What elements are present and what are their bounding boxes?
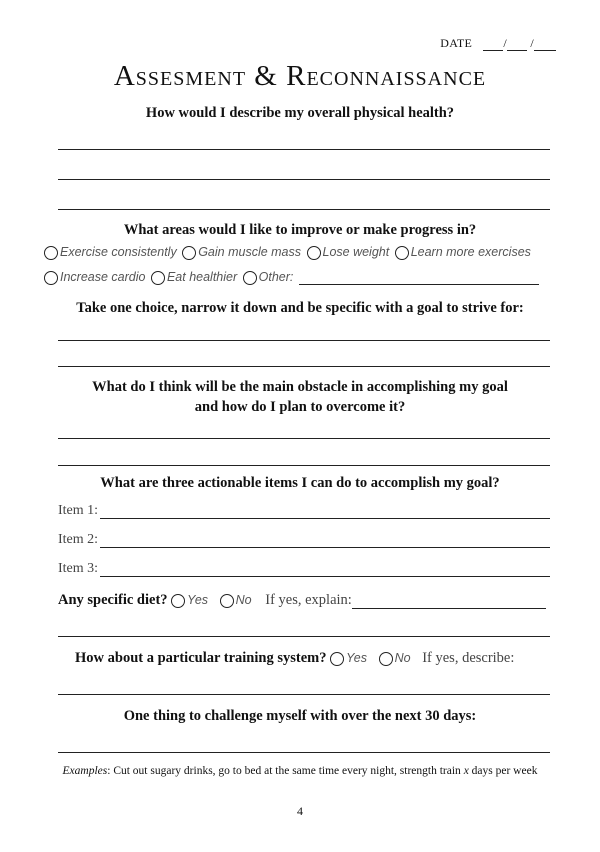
item-label: Item 3: <box>58 561 99 576</box>
option-lose-weight[interactable]: Lose weight <box>307 245 390 260</box>
option-eat-healthier[interactable]: Eat healthier <box>151 270 237 285</box>
diet-row <box>58 592 546 609</box>
question-main-obstacle-line2: and how do I plan to overcome it? <box>194 399 406 415</box>
item-label: Item 2: <box>58 532 99 547</box>
diet-yes-label: Yes <box>187 593 209 607</box>
item-label: Item 1: <box>58 503 99 518</box>
options-row-1 <box>44 245 533 260</box>
examples-note: Examples: Cut out sugary drinks, go to bed at the same time every night, strength train x days per week <box>62 765 538 777</box>
radio-circle-icon[interactable] <box>307 246 321 260</box>
training-yes-label: Yes <box>346 651 367 665</box>
question-specific-goal: Take one choice, narrow it down and be specific with a goal to strive for: <box>76 300 524 316</box>
training-row <box>75 650 514 667</box>
item-2-row[interactable] <box>58 532 550 548</box>
diet-yes-radio-icon[interactable] <box>171 594 185 608</box>
training-no-label: No <box>394 651 411 665</box>
answer-line[interactable] <box>58 149 550 150</box>
page-number: 4 <box>297 804 303 818</box>
question-improvement-areas: What areas would I like to improve or make progress in? <box>123 222 477 238</box>
date-label: DATE <box>440 36 473 50</box>
option-other[interactable]: Other: <box>243 270 294 285</box>
date-month-blank[interactable] <box>483 50 503 51</box>
options-row-2 <box>44 270 539 285</box>
question-main-obstacle: What do I think will be the main obstacle in accomplishing my goal <box>92 379 508 395</box>
answer-line[interactable] <box>58 465 550 466</box>
page-title: Assesment & Reconnaissance <box>113 60 487 92</box>
option-increase-cardio[interactable]: Increase cardio <box>44 270 145 285</box>
training-describe-label: If yes, describe: <box>422 650 515 666</box>
option-gain-muscle-mass[interactable]: Gain muscle mass <box>182 245 301 260</box>
option-learn-more-exercises[interactable]: Learn more exercises <box>395 245 531 260</box>
date-day-blank[interactable] <box>507 50 527 51</box>
option-exercise-consistently[interactable]: Exercise consistently <box>44 245 177 260</box>
other-blank[interactable] <box>299 274 539 285</box>
diet-explain-label: If yes, explain: <box>265 592 352 608</box>
item-3-row[interactable] <box>58 561 550 577</box>
radio-circle-icon[interactable] <box>182 246 196 260</box>
diet-no-label: No <box>235 593 252 607</box>
answer-line[interactable] <box>58 438 550 439</box>
answer-line[interactable] <box>58 340 550 341</box>
answer-line[interactable] <box>58 179 550 180</box>
answer-line[interactable] <box>58 209 550 210</box>
answer-line[interactable] <box>58 636 550 637</box>
answer-line[interactable] <box>58 752 550 753</box>
radio-circle-icon[interactable] <box>151 271 165 285</box>
date-field: DATE / / <box>440 36 556 51</box>
training-yes-radio-icon[interactable] <box>330 652 344 666</box>
radio-circle-icon[interactable] <box>44 271 58 285</box>
examples-label: Examples <box>62 765 108 777</box>
question-overall-health: How would I describe my overall physical health? <box>145 105 455 121</box>
training-label: How about a particular training system? <box>75 650 327 666</box>
date-year-blank[interactable] <box>534 50 556 51</box>
diet-no-radio-icon[interactable] <box>220 594 234 608</box>
question-30-day-challenge: One thing to challenge myself with over the next 30 days: <box>123 708 477 724</box>
answer-line[interactable] <box>58 366 550 367</box>
question-actionable-items: What are three actionable items I can do to accomplish my goal? <box>100 475 500 491</box>
radio-circle-icon[interactable] <box>44 246 58 260</box>
training-no-radio-icon[interactable] <box>379 652 393 666</box>
diet-label: Any specific diet? <box>58 592 168 608</box>
diet-explain-blank[interactable] <box>352 596 546 609</box>
answer-line[interactable] <box>58 694 550 695</box>
radio-circle-icon[interactable] <box>395 246 409 260</box>
item-1-row[interactable] <box>58 503 550 519</box>
radio-circle-icon[interactable] <box>243 271 257 285</box>
